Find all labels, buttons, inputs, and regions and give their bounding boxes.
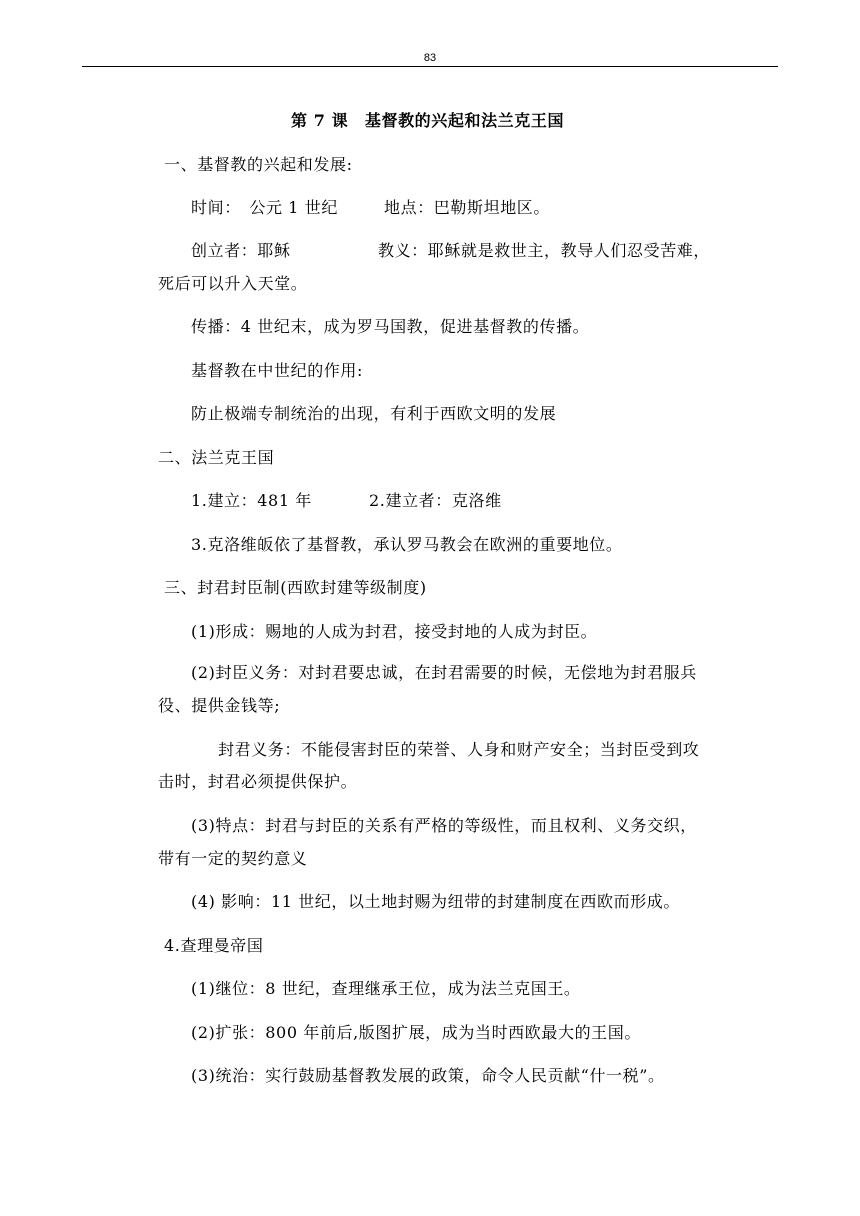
impact-line: (4) 影响：11 世纪，以土地封赐为纽带的封建制度在西欧而形成。 — [191, 892, 680, 911]
section-heading-charlemagne-empire: 4.查理曼帝国 — [164, 936, 264, 955]
spread-line: 传播：4 世纪末，成为罗马国教，促进基督教的传播。 — [191, 317, 590, 336]
founder-line: 创立者：耶稣 — [191, 241, 291, 260]
time-line: 时间： 公元 1 世纪 — [191, 198, 338, 217]
place-line: 地点：巴勒斯坦地区。 — [384, 198, 551, 217]
role-line: 防止极端专制统治的出现，有利于西欧文明的发展 — [191, 404, 557, 423]
page-number: 83 — [423, 52, 437, 64]
formation-line: (1)形成：赐地的人成为封君，接受封地的人成为封臣。 — [191, 622, 598, 641]
header-rule — [82, 66, 778, 67]
section-heading-feudal-system: 三、封君封臣制(西欧封建等级制度) — [164, 578, 427, 597]
doctrine-line: 教义：耶稣就是救世主，教导人们忍受苦难， — [378, 241, 711, 260]
expansion-line: (2)扩张：800 年前后,版图扩展，成为当时西欧最大的王国。 — [191, 1023, 641, 1042]
rule-line: (3)统治：实行鼓励基督教发展的政策，命令人民贡献“什一税”。 — [191, 1066, 665, 1085]
founding-year-line: 1.建立：481 年 — [191, 491, 312, 510]
vassal-duty-line-continued: 役、提供金钱等; — [158, 696, 281, 715]
vassal-duty-line: (2)封臣义务：对封君要忠诚，在封君需要的时候，无偿地为封君服兵 — [191, 663, 697, 682]
features-line-continued: 带有一定的契约意义 — [158, 849, 308, 868]
founder-clovis-line: 2.建立者：克洛维 — [369, 491, 502, 510]
lord-duty-line: 封君义务：不能侵害封臣的荣誉、人身和财产安全；当封臣受到攻 — [218, 740, 700, 759]
doctrine-line-continued: 死后可以升入天堂。 — [158, 274, 308, 293]
section-heading-christianity: 一、基督教的兴起和发展: — [164, 155, 353, 174]
features-line: (3)特点：封君与封臣的关系有严格的等级性，而且权利、义务交织， — [191, 816, 697, 835]
lesson-title: 第 7 课 基督教的兴起和法兰克王国 — [291, 111, 565, 130]
role-heading: 基督教在中世纪的作用: — [191, 361, 363, 380]
conversion-line: 3.克洛维皈依了基督教，承认罗马教会在欧洲的重要地位。 — [191, 535, 623, 554]
succession-line: (1)继位：8 世纪，查理继承王位，成为法兰克国王。 — [191, 979, 581, 998]
lord-duty-line-continued: 击时，封君必须提供保护。 — [158, 772, 358, 791]
section-heading-frankish-kingdom: 二、法兰克王国 — [158, 448, 275, 467]
